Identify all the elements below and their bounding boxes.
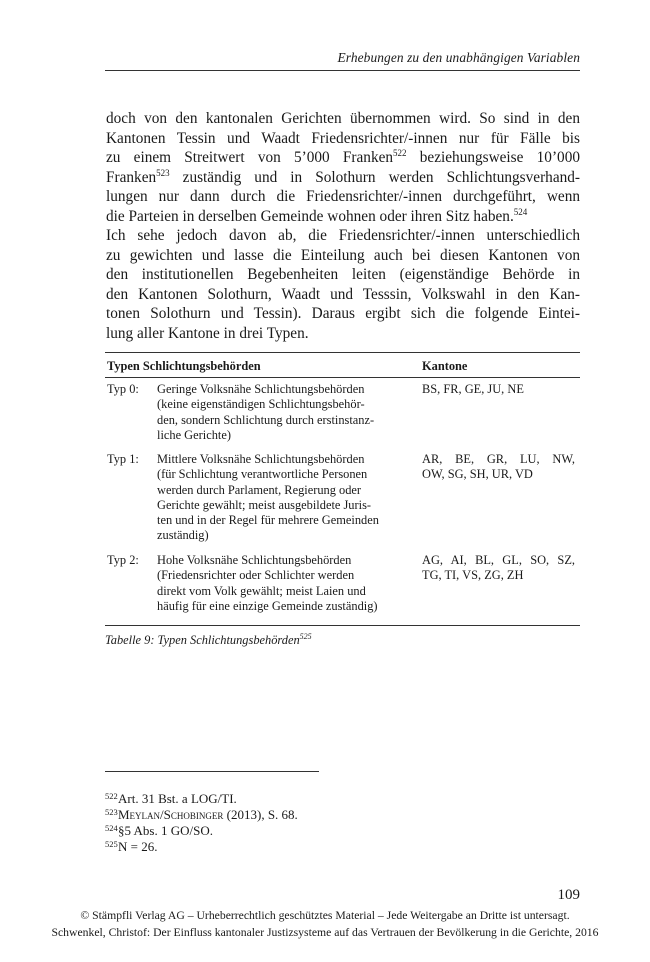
body-line: doch von den kantonalen Gerichten übernommen wird. So sind in den (106, 110, 580, 127)
table-bottom-rule (105, 625, 580, 626)
footnote-ref[interactable]: 523 (156, 167, 170, 178)
table-row-cantons: BS, FR, GE, JU, NE (422, 382, 524, 396)
table-top-rule (105, 352, 580, 353)
table-header-types: Typen Schlichtungsbehörden (107, 359, 261, 373)
footnote-text: Meylan/Schobinger (2013), S. 68. (118, 807, 298, 822)
table-row-type: Typ 0: (107, 382, 139, 396)
table-caption: Tabelle 9: Typen Schlichtungsbehörden$^{525}$ (105, 632, 312, 647)
table-row-type: Typ 2: (107, 553, 139, 567)
table-row-description: Mittlere Volksnähe Schlichtungsbehörden (für Schlichtung verantwortliche Personen werden durch Parlament, Regierung oder Gerichte gewählt; meist ausgebildete Juris- ten und in der Regel für mehrere Gemeinden zuständig) (157, 452, 379, 543)
table-row-description: Geringe Volksnähe Schlichtungsbehörden (keine eigenständigen Schlichtungsbehör- den, sondern Schlichtung durch erstinstanz- liche Gerichte) (157, 382, 375, 442)
citation-footer: Schwenkel, Christof: Der Einfluss kantonaler Justizsysteme auf das Vertrauen der Bevölkerung in die Gerichte, 2016 (51, 926, 599, 939)
body-line: lung aller Kantone in drei Typen. (106, 324, 309, 342)
body-paragraph (106, 109, 580, 343)
footnote-number: 525 (105, 839, 118, 849)
body-line: die Parteien in derselben Gemeinde wohnen oder ihren Sitz haben.$^{524}$ (106, 206, 528, 225)
table-row-cantons: AR, BE, GR, LU, NW, OW, SG, SH, UR, VD (422, 452, 575, 482)
body-line: zu einem Streitwert von 5’000 Franken$^{522}$ beziehungsweise 10’000 (106, 148, 580, 166)
footnote-ref[interactable]: 522 (393, 148, 407, 158)
table-row-type: Typ 1: (107, 452, 139, 466)
body-line: lungen nur dann durch die Friedensrichter/-innen durchgeführt, wenn (106, 188, 580, 205)
footnote-text: §5 Abs. 1 GO/SO. (118, 823, 213, 838)
footnote-text: Art. 31 Bst. a LOG/TI. (118, 791, 237, 806)
footnote-ref[interactable]: 525 (299, 632, 312, 641)
table-header-cantons: Kantone (422, 359, 468, 373)
table-header-rule (105, 377, 580, 378)
footnote-text: N = 26. (118, 839, 158, 854)
body-line: Kantonen Tessin und Waadt Friedensrichter/-innen nur für Fälle bis (106, 129, 580, 147)
table-row-description: Hohe Volksnähe Schlichtungsbehörden (Friedensrichter oder Schlichter werden direkt vom Volk gewählt; meist Laien und häufig für eine einzige Gemeinde zuständig) (157, 553, 378, 613)
copyright-footer: © Stämpfli Verlag AG – Urheberrechtlich geschütztes Material – Jede Weitergabe an Dritte ist untersagt. (80, 909, 570, 922)
body-line: den Kantonen Solothurn, Waadt und Tesssin, Volkswahl in den Kan- (106, 285, 580, 303)
body-line: Franken$^{523}$ zuständig und in Solothurn werden Schlichtungsverhand- (106, 167, 580, 186)
body-line: Ich sehe jedoch davon ab, die Friedensrichter/-innen unterschiedlich (106, 227, 580, 244)
footnote-number: 523 (105, 807, 118, 817)
footnote-rule (105, 771, 319, 772)
table-row-cantons: AG, AI, BL, GL, SO, SZ, TG, TI, VS, ZG, ZH (422, 553, 575, 583)
body-line: den institutionellen Begebenheiten leiten (eigenständige Behörde in (106, 266, 580, 283)
footnote-number: 522 (105, 791, 118, 801)
body-line: zu gewichten und lasse die Einteilung auch bei diesen Kantonen von (106, 246, 580, 264)
header-rule (105, 70, 580, 71)
footnote-number: 524 (105, 823, 118, 833)
page-number: 109 (557, 887, 580, 903)
footnote-ref[interactable]: 524 (513, 206, 528, 217)
body-line: tonen Solothurn und Tessin). Daraus ergibt sich die folgende Eintei- (106, 305, 580, 322)
running-header: Erhebungen zu den unabhängigen Variablen (337, 50, 580, 65)
